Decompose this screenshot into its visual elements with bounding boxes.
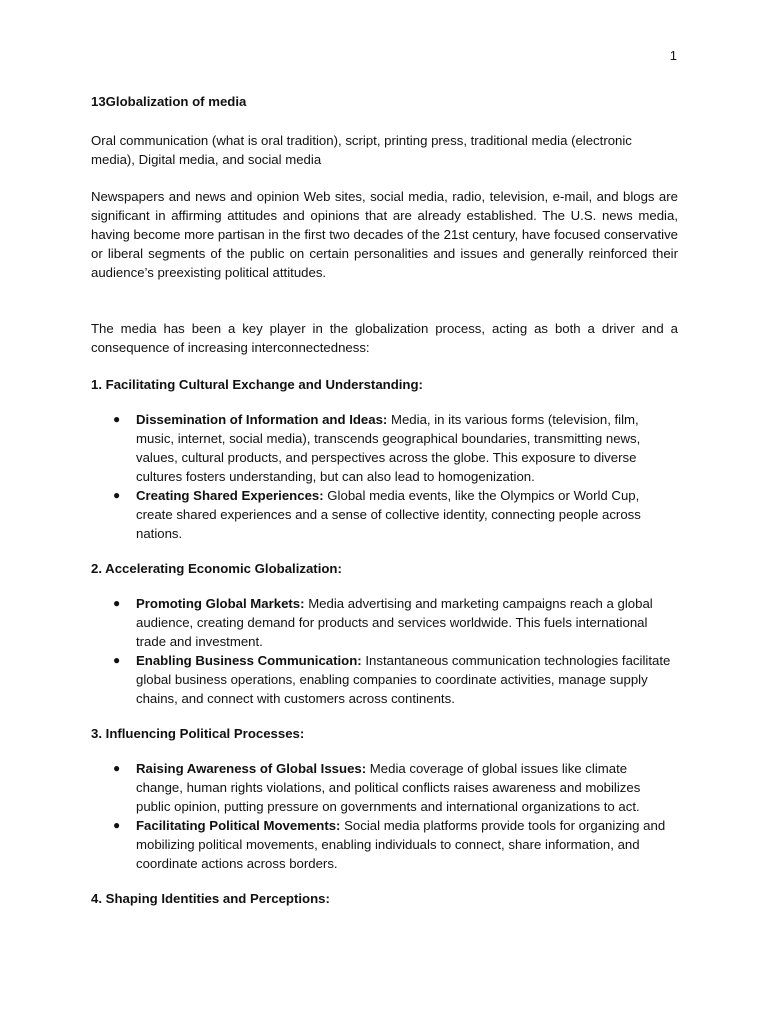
body-paragraph-2: The media has been a key player in the globalization process, acting as both a driver and a consequence of increasing interconnectedness: bbox=[91, 321, 678, 355]
item-term: Enabling Business Communication: bbox=[136, 653, 362, 668]
section-heading: 1. Facilitating Cultural Exchange and Understanding: bbox=[91, 377, 423, 392]
bullet-icon: ● bbox=[113, 596, 121, 610]
bullet-list bbox=[91, 759, 678, 873]
intro-paragraph: Oral communication (what is oral tradition), script, printing press, traditional media (electronic media), Digital media, and social media bbox=[91, 133, 632, 167]
item-term: Raising Awareness of Global Issues: bbox=[136, 761, 367, 776]
bullet-icon: ● bbox=[113, 488, 121, 502]
item-term: Creating Shared Experiences: bbox=[136, 488, 324, 503]
list-item bbox=[91, 651, 672, 708]
sections-container bbox=[91, 375, 678, 908]
section-heading: 4. Shaping Identities and Perceptions: bbox=[91, 891, 330, 906]
bullet-icon: ● bbox=[113, 761, 121, 775]
item-text: Instantaneous communication technologies facilitate global business operations, enabling companies to coordinate activities, manage supply chains, and connect with customers across continents. bbox=[136, 653, 671, 706]
item-term: Promoting Global Markets: bbox=[136, 596, 305, 611]
body-paragraph-1: Newspapers and news and opinion Web sites, social media, radio, television, e-mail, and blogs are significant in affirming attitudes and opinions that are already established. The U.S. news media, having become more partisan in the first two decades of the 21st century, have focused conservative or liberal segments of the public on certain personalities and issues and generally reinforced their audience’s preexisting political attitudes. bbox=[91, 189, 678, 280]
section-heading: 3. Influencing Political Processes: bbox=[91, 726, 305, 741]
list-item bbox=[91, 759, 666, 816]
item-text: Media coverage of global issues like climate change, human rights violations, and political conflicts raises awareness and mobilizes public opinion, putting pressure on governments and international organizations to act. bbox=[136, 761, 641, 814]
item-term: Dissemination of Information and Ideas: bbox=[136, 412, 388, 427]
list-item bbox=[91, 594, 677, 651]
list-item bbox=[91, 486, 666, 543]
document-title: 13Globalization of media bbox=[91, 94, 247, 109]
bullet-icon: ● bbox=[113, 412, 121, 426]
bullet-list bbox=[91, 594, 678, 708]
item-term: Facilitating Political Movements: bbox=[136, 818, 341, 833]
bullet-icon: ● bbox=[113, 653, 121, 667]
bullet-list bbox=[91, 410, 678, 543]
bullet-icon: ● bbox=[113, 818, 121, 832]
document-body bbox=[91, 92, 678, 908]
item-text: Social media platforms provide tools for organizing and mobilizing political movements, enabling individuals to connect, share information, and coordinate actions across borders. bbox=[136, 818, 666, 871]
page-number: 1 bbox=[669, 48, 677, 63]
item-text: Global media events, like the Olympics or World Cup, create shared experiences and a sense of collective identity, connecting people across nations. bbox=[136, 488, 641, 541]
section-heading: 2. Accelerating Economic Globalization: bbox=[91, 561, 342, 576]
list-item bbox=[91, 410, 664, 486]
item-text: Media, in its various forms (television, film, music, internet, social media), transcends geographical boundaries, transmitting news, values, cultural products, and perspectives across the globe. This exposure to diverse cultures fosters understanding, but can also lead to homogenization. bbox=[136, 412, 641, 484]
list-item bbox=[91, 816, 666, 873]
item-text: Media advertising and marketing campaigns reach a global audience, creating demand for products and services worldwide. This fuels international trade and investment. bbox=[136, 596, 653, 649]
